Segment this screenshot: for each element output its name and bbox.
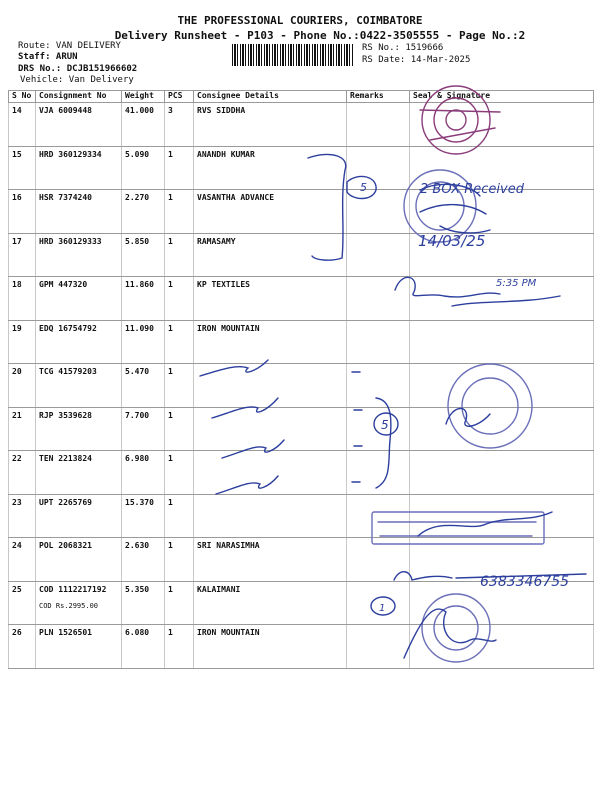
row-pcs: 3 xyxy=(165,103,194,147)
signature xyxy=(200,360,268,376)
box-count-note: 5 xyxy=(360,181,367,194)
row-sno: 21 xyxy=(9,407,36,451)
row-sno: 20 xyxy=(9,364,36,408)
box-count-note: 1 xyxy=(379,603,386,614)
vehicle-label: Vehicle: Van Delivery xyxy=(20,75,134,85)
row-sno: 16 xyxy=(9,190,36,234)
row-consignee: KALAIMANI xyxy=(194,581,347,625)
row-consignment-no: HRD 360129334 xyxy=(36,146,122,190)
row-pcs: 1 xyxy=(165,146,194,190)
rs-number: RS No.: 1519666 xyxy=(362,43,444,53)
runsheet-subtitle: Delivery Runsheet - P103 - Phone No.:0422-3505555 - Page No.:2 xyxy=(114,29,526,42)
row-weight: 2.630 xyxy=(122,538,165,582)
signature xyxy=(395,277,500,297)
row-consignee: RAMASAMY xyxy=(194,233,347,277)
row-sno: 23 xyxy=(9,494,36,538)
row-consignment-no: UPT 2265769 xyxy=(36,494,122,538)
row-consignee: RVS SIDDHA xyxy=(194,103,347,147)
row-sno: 17 xyxy=(9,233,36,277)
row-sno: 22 xyxy=(9,451,36,495)
row-weight: 5.090 xyxy=(122,146,165,190)
row-pcs: 1 xyxy=(165,407,194,451)
row-pcs: 1 xyxy=(165,581,194,625)
row-consignment-no: RJP 3539628 xyxy=(36,407,122,451)
signature xyxy=(216,476,278,494)
col-signature: Seal & Signature xyxy=(410,91,594,103)
round-stamp xyxy=(422,594,490,662)
row-consignment-no: POL 2068321 xyxy=(36,538,122,582)
row-consignee: VASANTHA ADVANCE xyxy=(194,190,347,234)
row-pcs: 1 xyxy=(165,494,194,538)
row-consignee: IRON MOUNTAIN xyxy=(194,625,347,669)
dash-mark xyxy=(352,372,362,482)
company-title: THE PROFESSIONAL COURIERS, COIMBATORE xyxy=(177,14,423,27)
col-sno: S No xyxy=(9,91,36,103)
row-pcs: 1 xyxy=(165,538,194,582)
row-pcs: 1 xyxy=(165,233,194,277)
signature xyxy=(212,398,278,418)
row-consignee: KP TEXTILES xyxy=(194,277,347,321)
row-sno: 24 xyxy=(9,538,36,582)
row-sno: 25 xyxy=(9,581,36,625)
bracket-mark xyxy=(376,398,391,488)
row-sno: 15 xyxy=(9,146,36,190)
staff-label: Staff: ARUN xyxy=(18,52,78,62)
received-date: 14/03/25 xyxy=(418,232,486,250)
row-consignee: SRI NARASIMHA xyxy=(194,538,347,582)
row-consignment-no: TEN 2213824 xyxy=(36,451,122,495)
row-consignee: ANANDH KUMAR xyxy=(194,146,347,190)
row-sno: 18 xyxy=(9,277,36,321)
row-weight: 7.700 xyxy=(122,407,165,451)
col-weight: Weight xyxy=(122,91,165,103)
row-weight: 11.860 xyxy=(122,277,165,321)
col-consignee: Consignee Details xyxy=(194,91,347,103)
row-weight: 41.000 xyxy=(122,103,165,147)
bracket-mark xyxy=(308,154,346,260)
signature xyxy=(418,512,552,536)
row-weight: 5.850 xyxy=(122,233,165,277)
row-consignment-no: HSR 7374240 xyxy=(36,190,122,234)
route-label: Route: VAN DELIVERY xyxy=(18,41,121,51)
signature xyxy=(222,440,284,458)
signature xyxy=(394,572,452,580)
row-weight: 15.370 xyxy=(122,494,165,538)
row-consignee: IRON MOUNTAIN xyxy=(194,320,347,364)
drs-number: DRS No.: DCJB151966602 xyxy=(18,64,138,74)
row-pcs: 1 xyxy=(165,320,194,364)
rs-date: RS Date: 14-Mar-2025 xyxy=(362,55,471,65)
row-weight: 11.090 xyxy=(122,320,165,364)
row-weight: 6.080 xyxy=(122,625,165,669)
time-note: 5:35 PM xyxy=(496,278,537,289)
round-stamp xyxy=(448,364,532,448)
phone-note: 6383346755 xyxy=(480,574,570,590)
row-weight: 5.350 xyxy=(122,581,165,625)
col-remarks: Remarks xyxy=(347,91,410,103)
row-consignment-no: TCG 41579203 xyxy=(36,364,122,408)
row-pcs: 1 xyxy=(165,451,194,495)
row-consignment-no: PLN 1526501 xyxy=(36,625,122,669)
row-consignment-no: GPM 447320 xyxy=(36,277,122,321)
row-consignment-no: EDQ 16754792 xyxy=(36,320,122,364)
row-pcs: 1 xyxy=(165,625,194,669)
circular-stamp xyxy=(420,86,500,154)
row-pcs: 1 xyxy=(165,277,194,321)
box-count-note: 5 xyxy=(381,418,389,432)
row-weight: 6.980 xyxy=(122,451,165,495)
cod-amount: COD Rs.2995.00 xyxy=(39,601,99,610)
row-sno: 19 xyxy=(9,320,36,364)
row-sno: 26 xyxy=(9,625,36,669)
col-pcs: PCS xyxy=(165,91,194,103)
company-stamp xyxy=(372,512,544,544)
phone-scribble xyxy=(452,296,560,306)
col-consignment: Consignment No xyxy=(36,91,122,103)
row-sno: 14 xyxy=(9,103,36,147)
row-pcs: 1 xyxy=(165,190,194,234)
row-weight: 5.470 xyxy=(122,364,165,408)
row-weight: 2.270 xyxy=(122,190,165,234)
row-consignment-no: HRD 360129333 xyxy=(36,233,122,277)
consignment-no-text: COD 1112217192 xyxy=(39,584,107,594)
row-consignment-no: VJA 6009448 xyxy=(36,103,122,147)
row-pcs: 1 xyxy=(165,364,194,408)
received-note: 2 BOX Received xyxy=(420,182,524,197)
